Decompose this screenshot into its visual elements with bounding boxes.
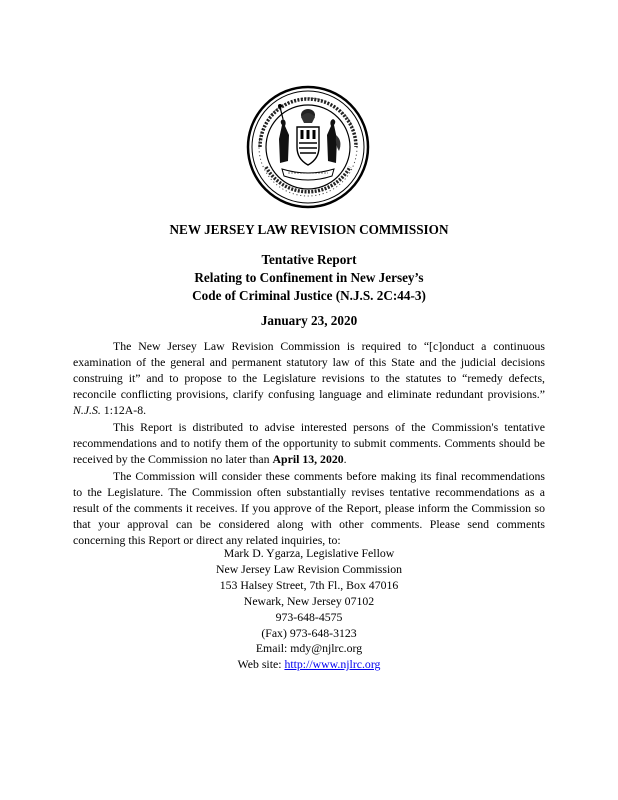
paragraph-comments-end: . bbox=[343, 451, 347, 466]
contact-email: Email: mdy@njlrc.org bbox=[255, 641, 363, 656]
contact-organization: New Jersey Law Revision Commission bbox=[215, 561, 403, 576]
paragraph-final-text: The Commission will consider these comments before making its final recommendations to the Legislature. The Commission often substantially revises tentative recommendations as a result of the comments it receives. If you approve of the Report, please inform the Commission so that your approval can be considered along with other comments. Please send comments concerning this Report or direct any related inquiries, to: bbox=[73, 469, 545, 547]
report-title bbox=[0, 251, 618, 305]
website-label: Web site: bbox=[237, 657, 285, 672]
contact-name: Mark D. Ygarza, Legislative Fellow bbox=[223, 546, 395, 560]
contact-city: Newark, New Jersey 07102 bbox=[243, 593, 375, 608]
statute-citation: N.J.S. bbox=[73, 402, 101, 417]
contact-phone: 973-648-4575 bbox=[275, 609, 343, 624]
contact-fax: (Fax) 973-648-3123 bbox=[261, 625, 357, 640]
paragraph-comments-text: This Report is distributed to advise interested persons of the Commission's tentative recommendations and to notify them of the opportunity to submit comments. Comments should be received by the Commission no later than bbox=[73, 420, 545, 466]
comment-deadline-date: April 13, 2020 bbox=[272, 451, 344, 466]
contact-block bbox=[0, 546, 618, 673]
paragraph-mandate bbox=[73, 339, 545, 427]
report-date: January 23, 2020 bbox=[260, 313, 358, 328]
contact-website bbox=[0, 657, 618, 673]
report-title-line-1: Tentative Report bbox=[261, 252, 357, 267]
contact-street: 153 Halsey Street, 7th Fl., Box 47016 bbox=[219, 577, 399, 592]
report-title-line-3: Code of Criminal Justice (N.J.S. 2C:44-3) bbox=[192, 288, 426, 303]
paragraph-mandate-text: The New Jersey Law Revision Commission is required to “[c]onduct a continuous examination of the general and permanent statutory law of this State and the judicial decisions construing it” and to propose to the Legislature revisions to the statutes to “remedy defects, reconcile conflicting provisions, clarify confusing language and eliminate redundant provisions.” bbox=[73, 339, 545, 401]
statute-citation-rest: 1:12A-8. bbox=[100, 402, 147, 417]
nj-state-seal bbox=[246, 85, 370, 209]
website-link[interactable]: http://www.njlrc.org bbox=[284, 657, 381, 672]
paragraph-final-recommendations bbox=[73, 469, 545, 557]
commission-name: NEW JERSEY LAW REVISION COMMISSION bbox=[169, 222, 449, 237]
report-title-line-2: Relating to Confinement in New Jersey’s bbox=[194, 270, 424, 285]
paragraph-comments-deadline bbox=[73, 420, 545, 476]
